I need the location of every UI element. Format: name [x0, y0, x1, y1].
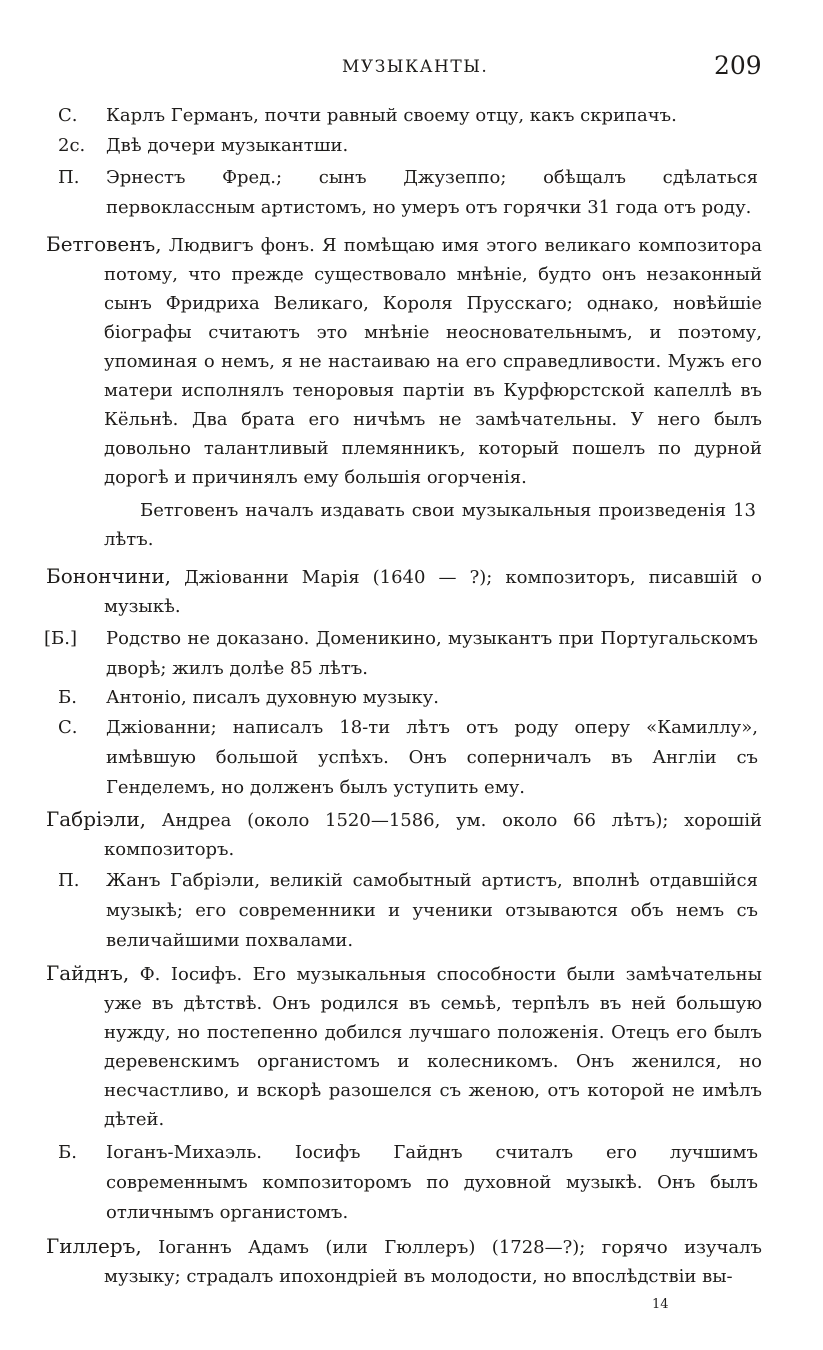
- biography-entry: [46, 959, 762, 1134]
- entry-headword: Габріэли,: [46, 807, 146, 831]
- entry-headword: Бонончини,: [46, 564, 172, 588]
- relation-label: 2с.: [58, 135, 86, 156]
- printer-signature-mark: 14: [652, 1297, 669, 1312]
- entry-text: Ф. Іосифъ. Его музыкальныя способности были замѣчательны уже въ дѣтствѣ. Онъ родился въ семьѣ, терпѣлъ въ ней большую нужду, но постепенно добился лучшаго положенія. Отецъ его былъ деревенскимъ органистомъ и колесникомъ. Онъ женился, но несчастливо, и вскорѣ разошелся съ женою, отъ которой не имѣлъ дѣтей.: [104, 964, 762, 1130]
- relation-label: Б.: [58, 687, 77, 708]
- relative-entry: [58, 163, 758, 223]
- entry-text: Карлъ Германъ, почти равный своему отцу, какъ скрипачъ.: [106, 105, 677, 126]
- relation-label: С.: [58, 717, 78, 738]
- page-number: 209: [714, 51, 762, 80]
- relative-entry: [58, 1138, 758, 1228]
- entry-text: Іоганъ-Михаэль. Іосифъ Гайднъ считалъ его лучшимъ современнымъ композиторомъ по духовной музыкѣ. Онъ былъ отличнымъ органистомъ.: [106, 1142, 758, 1223]
- relative-entry: [58, 683, 758, 713]
- relation-label: С.: [58, 105, 78, 126]
- entry-paragraph: [104, 496, 756, 554]
- relative-entry: [58, 866, 758, 956]
- biography-entry: [46, 562, 762, 621]
- running-title: МУЗЫКАНТЫ.: [342, 57, 489, 77]
- entry-headword: Бетговенъ,: [46, 232, 162, 256]
- biography-entry: [46, 230, 762, 492]
- entry-text: Людвигъ фонъ. Я помѣщаю имя этого великаго композитора потому, что прежде существовало мнѣніе, будто онъ незаконный сынъ Фридриха Великаго, Короля Прусскаго; однако, новѣйшіе біографы считаютъ это мнѣніе неосновательнымъ, и поэтому, упоминая о немъ, я не настаиваю на его справедливости. Мужъ его матери исполнялъ теноровыя партіи въ Курфюрстской капеллѣ въ Кёльнѣ. Два брата его ничѣмъ не замѣчательны. У него былъ довольно талантливый племянникъ, который пошелъ по дурной дорогѣ и причинялъ ему большія огорченія.: [104, 235, 762, 488]
- relation-label: П.: [58, 167, 80, 188]
- relative-entry: [58, 101, 758, 131]
- relative-entry: [58, 131, 758, 161]
- entry-text: Родство не доказано. Доменикино, музыкантъ при Португальскомъ дворѣ; жилъ долѣе 85 лѣтъ.: [106, 628, 758, 679]
- relation-label: [Б.]: [44, 628, 77, 649]
- entry-text: Джіованни Марія (1640 — ?); композиторъ, писавшій о музыкѣ.: [104, 567, 762, 617]
- biography-entry: [46, 1232, 762, 1291]
- entry-headword: Гиллеръ,: [46, 1234, 142, 1258]
- relation-label: П.: [58, 870, 80, 891]
- relative-entry: [44, 624, 758, 684]
- entry-text: Андреа (около 1520—1586, ум. около 66 лѣтъ); хорошій композиторъ.: [104, 810, 762, 860]
- entry-text: Жанъ Габріэли, великій самобытный артистъ, вполнѣ отдавшійся музыкѣ; его современники и ученики отзываются объ немъ съ величайшими похвалами.: [106, 870, 758, 951]
- entry-text: Бетговенъ началъ издавать свои музыкальныя произведенія 13 лѣтъ.: [104, 500, 756, 550]
- entry-text: Антоніо, писалъ духовную музыку.: [106, 687, 439, 708]
- relation-label: Б.: [58, 1142, 77, 1163]
- entry-text: Эрнестъ Фред.; сынъ Джузеппо; обѣщалъ сдѣлаться первоклассным артистомъ, но умеръ отъ горячки 31 года отъ роду.: [106, 167, 758, 218]
- entry-headword: Гайднъ,: [46, 961, 130, 985]
- entry-text: Двѣ дочери музыкантши.: [106, 135, 349, 156]
- biography-entry: [46, 805, 762, 864]
- entry-text: Джіованни; написалъ 18-ти лѣтъ отъ роду оперу «Камиллу», имѣвшую большой успѣхъ. Онъ соперничалъ въ Англіи съ Генделемъ, но долженъ былъ уступить ему.: [106, 717, 758, 798]
- entry-text: Іоганнъ Адамъ (или Гюллеръ) (1728—?); горячо изучалъ музыку; страдалъ ипохондріей въ молодости, но впослѣдствіи вы-: [104, 1237, 762, 1287]
- relative-entry: [58, 713, 758, 803]
